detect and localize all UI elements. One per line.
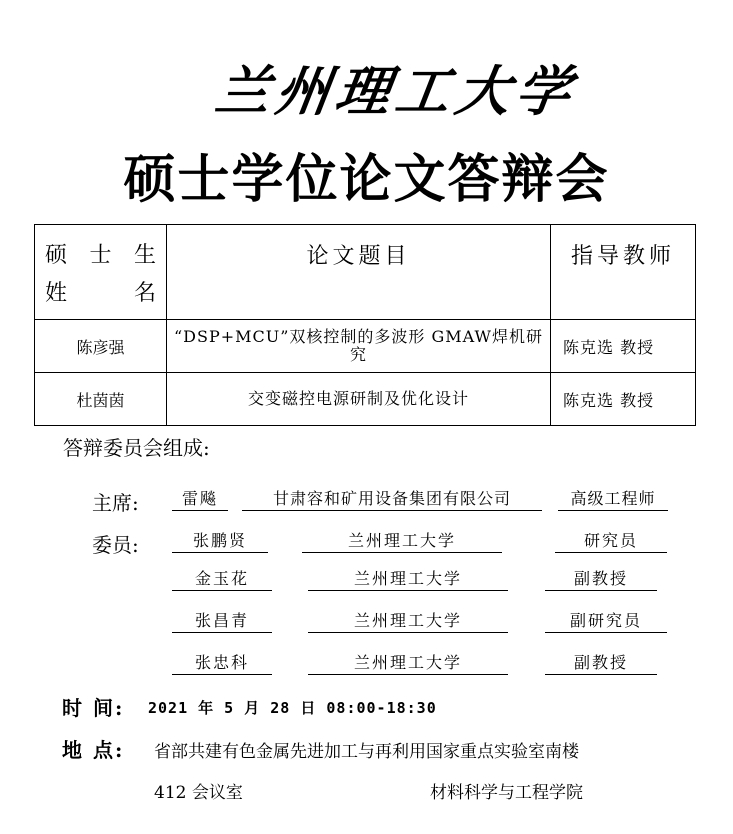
header-student-name: 硕 士 生 姓 名	[35, 225, 167, 320]
time-label: 时 间:	[62, 696, 125, 720]
table-row	[35, 320, 696, 373]
member-title: 研究员	[555, 530, 667, 553]
student-name: 杜茵茵	[35, 373, 167, 426]
chair-org: 甘肃容和矿用设备集团有限公司	[242, 488, 542, 511]
chair-label: 主席:	[92, 491, 139, 515]
member-org: 兰州理工大学	[302, 530, 502, 553]
header-advisor: 指导教师	[551, 225, 696, 320]
member-title: 副研究员	[545, 610, 667, 633]
chair-title: 高级工程师	[558, 488, 668, 511]
member-org: 兰州理工大学	[308, 568, 508, 591]
table-row	[35, 373, 696, 426]
thesis-title: “DSP+MCU”双核控制的多波形 GMAW焊机研究	[167, 320, 551, 373]
member-title: 副教授	[545, 652, 657, 675]
place-value: 省部共建有色金属先进加工与再利用国家重点实验室南楼	[154, 742, 579, 762]
place-room: 412 会议室	[154, 783, 243, 803]
member-name: 张昌青	[172, 610, 272, 633]
place-organization: 材料科学与工程学院	[430, 783, 583, 803]
place-label: 地 点:	[62, 738, 125, 762]
member-title: 副教授	[545, 568, 657, 591]
advisor-name: 陈克选 教授	[551, 320, 696, 373]
member-name: 张忠科	[172, 652, 272, 675]
header-thesis-title: 论文题目	[167, 225, 551, 320]
page-title: 硕士学位论文答辩会	[123, 149, 610, 210]
member-org: 兰州理工大学	[308, 652, 508, 675]
member-label: 委员:	[92, 533, 139, 557]
time-value: 2021 年 5 月 28 日 08:00-18:30	[148, 699, 437, 717]
chair-name: 雷飚	[172, 488, 228, 511]
committee-heading: 答辩委员会组成:	[63, 436, 210, 460]
university-logo: 兰州理工大学	[211, 59, 581, 123]
thesis-title: 交变磁控电源研制及优化设计	[167, 373, 551, 426]
member-org: 兰州理工大学	[308, 610, 508, 633]
thesis-table	[34, 224, 696, 426]
member-name: 金玉花	[172, 568, 272, 591]
member-name: 张鹏贤	[172, 530, 268, 553]
advisor-name: 陈克选 教授	[551, 373, 696, 426]
student-name: 陈彦强	[35, 320, 167, 373]
